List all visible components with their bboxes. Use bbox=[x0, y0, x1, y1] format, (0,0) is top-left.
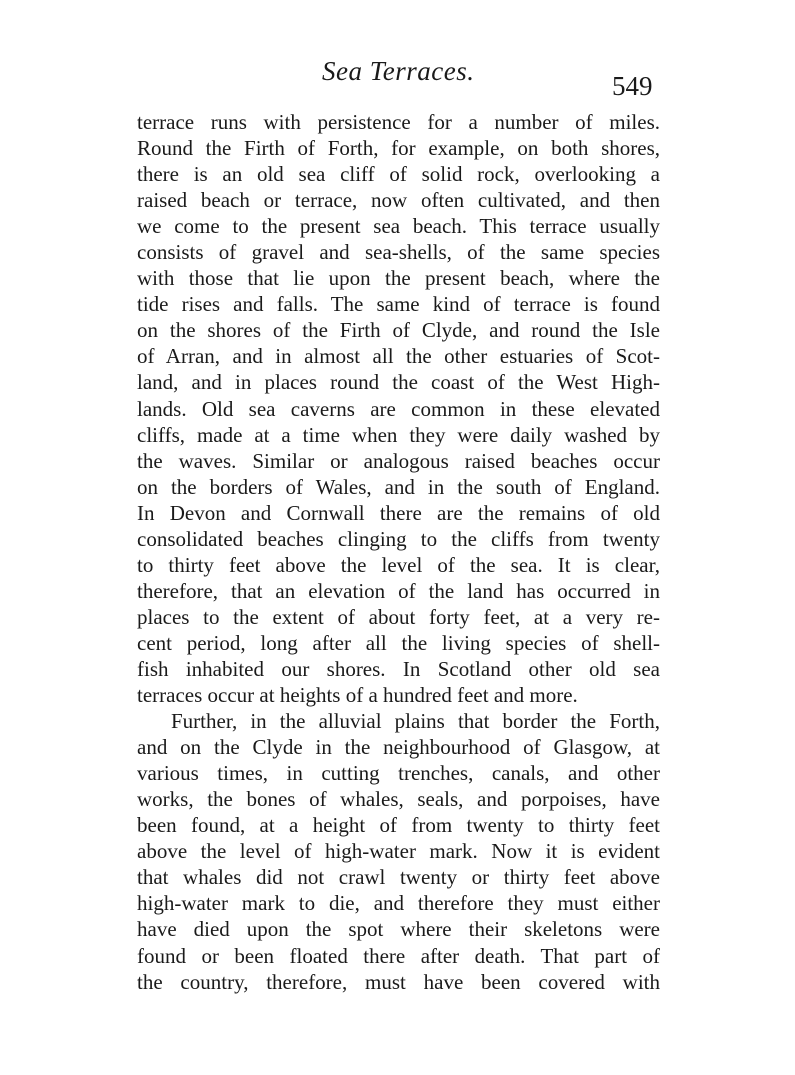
text-line: consists of gravel and sea-shells, of the same species bbox=[137, 240, 660, 265]
text-line: terrace runs with persistence for a number of miles. bbox=[137, 110, 660, 134]
text-line: with those that lie upon the present beach, where the bbox=[137, 266, 660, 291]
text-line: cliffs, made at a time when they were daily washed by bbox=[137, 422, 660, 447]
text-line: Round the Firth of Forth, for example, on both shores, bbox=[137, 136, 660, 161]
text-line: various times, in cutting trenches, canals, and other bbox=[137, 761, 660, 786]
text-line: of Arran, and in almost all the other estuaries of Scot- bbox=[137, 344, 660, 369]
text-line: on the borders of Wales, and in the south of England. bbox=[137, 474, 660, 499]
text-line: been found, at a height of from twenty to thirty feet bbox=[137, 813, 660, 838]
page-number: 549 bbox=[612, 71, 653, 101]
text-line: found or been floated there after death. That part of bbox=[137, 943, 660, 968]
text-line: places to the extent of about forty feet, at a very re- bbox=[137, 604, 660, 629]
text-line: In Devon and Cornwall there are the remains of old bbox=[137, 500, 660, 525]
text-line: we come to the present sea beach. This terrace usually bbox=[137, 214, 660, 239]
text-line: have died upon the spot where their skeletons were bbox=[137, 917, 660, 942]
paragraph-first-line: Further, in the alluvial plains that border the Forth, bbox=[171, 709, 660, 734]
text-line: the country, therefore, must have been covered with bbox=[137, 969, 660, 994]
text-line: that whales did not crawl twenty or thirty feet above bbox=[137, 865, 660, 890]
text-line: and on the Clyde in the neighbourhood of Glasgow, at bbox=[137, 735, 660, 760]
text-line: above the level of high-water mark. Now it is evident bbox=[137, 839, 660, 864]
text-line: the waves. Similar or analogous raised beaches occur bbox=[137, 448, 660, 473]
text-line: consolidated beaches clinging to the cliffs from twenty bbox=[137, 526, 660, 551]
paragraph-end-line: terraces occur at heights of a hundred feet and more. bbox=[137, 683, 578, 708]
text-line: to thirty feet above the level of the sea. It is clear, bbox=[137, 552, 660, 577]
text-line: high-water mark to die, and therefore they must either bbox=[137, 891, 660, 916]
text-line: cent period, long after all the living species of shell- bbox=[137, 630, 660, 655]
text-line: land, and in places round the coast of the West High- bbox=[137, 370, 660, 395]
text-line: therefore, that an elevation of the land has occurred in bbox=[137, 578, 660, 603]
text-line: tide rises and falls. The same kind of terrace is found bbox=[137, 292, 660, 317]
text-line: fish inhabited our shores. In Scotland other old sea bbox=[137, 656, 660, 681]
running-title: Sea Terraces. bbox=[322, 56, 475, 86]
text-line: works, the bones of whales, seals, and porpoises, have bbox=[137, 787, 660, 812]
text-line: on the shores of the Firth of Clyde, and round the Isle bbox=[137, 318, 660, 343]
text-line: raised beach or terrace, now often cultivated, and then bbox=[137, 188, 660, 213]
text-line: lands. Old sea caverns are common in these elevated bbox=[137, 396, 660, 421]
text-line: there is an old sea cliff of solid rock, overlooking a bbox=[137, 162, 660, 187]
body-text bbox=[137, 109, 660, 995]
